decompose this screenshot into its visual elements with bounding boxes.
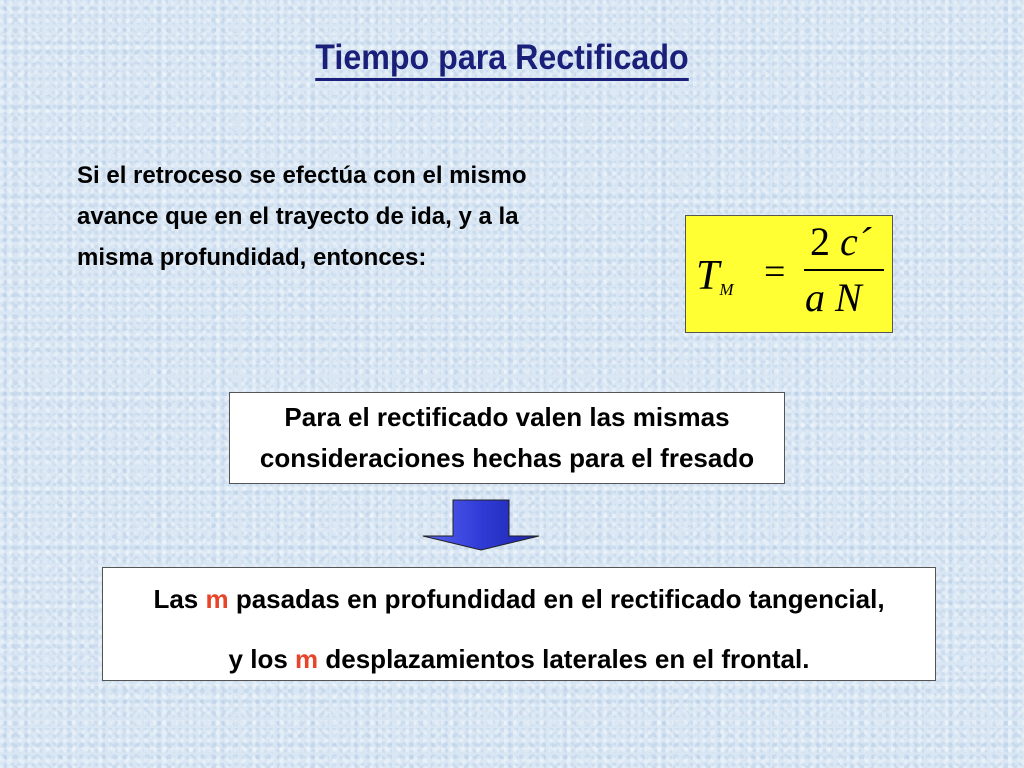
result-line-2-highlight: m <box>295 644 319 674</box>
formula-fraction-bar <box>804 269 884 271</box>
formula-numerator <box>810 218 871 265</box>
slide-title <box>40 38 964 78</box>
formula-lhs-symbol: T <box>696 253 720 299</box>
intro-line-3: misma profundidad, entonces: <box>77 244 427 271</box>
slide-title-text: Tiempo para Rectificado <box>315 38 688 81</box>
formula-lhs <box>696 252 734 300</box>
down-arrow-icon <box>421 499 541 551</box>
formula-denominator: a N <box>805 275 862 320</box>
result-line-1 <box>103 569 935 629</box>
intro-line-2: avance que en el trayecto de ida, y a la <box>77 203 519 230</box>
result-line-2-after: desplazamientos laterales en el frontal. <box>318 644 810 674</box>
formula-numerator-symbol: c´ <box>840 219 872 264</box>
result-line-1-after: pasadas en profundidad en el rectificado tangencial, <box>228 584 885 614</box>
result-box <box>102 567 936 681</box>
intro-paragraph <box>77 155 648 278</box>
intro-line-1: Si el retroceso se efectúa con el mismo <box>77 162 527 189</box>
note-line-2: consideraciones hechas para el fresado <box>259 443 755 473</box>
formula-numerator-coefficient: 2 <box>810 219 830 264</box>
note-box <box>229 392 785 484</box>
result-line-1-before: Las <box>153 584 206 614</box>
formula-box <box>685 215 893 333</box>
result-line-2 <box>103 629 935 689</box>
note-line-1: Para el rectificado valen las mismas <box>284 402 730 432</box>
formula-lhs-subscript: M <box>719 280 734 299</box>
result-line-2-before: y los <box>228 644 296 674</box>
result-line-1-highlight: m <box>205 584 229 614</box>
formula-equals: = <box>764 251 786 293</box>
